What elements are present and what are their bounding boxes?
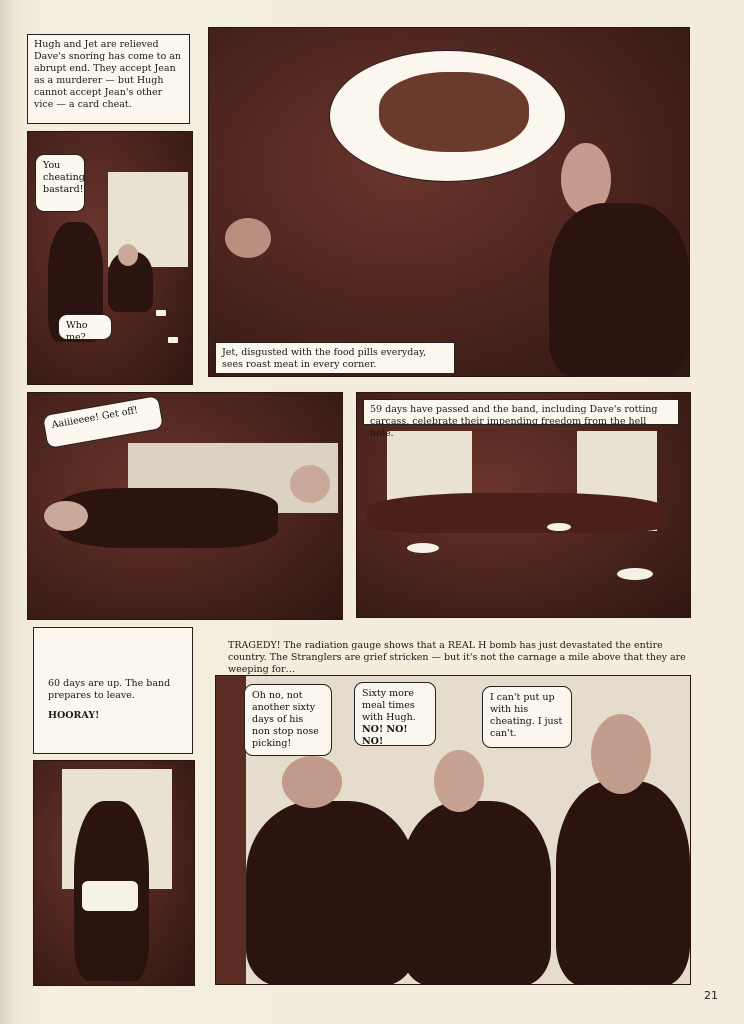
bag [82,881,138,911]
caption-intro [27,34,190,124]
caption-59-days-text: 59 days have passed and the band, including Dave's rotting carcass, celebrate their impending freedom from the hell hole. [370,404,658,439]
card [156,310,166,316]
figure-jet [549,203,689,377]
bubble-cheating [35,154,85,212]
bubble-meal-times-text: Sixty more meal times with Hugh. [362,688,416,723]
bubble-cant-put-up-text: I can't put up with his cheating. I just can't. [490,692,563,739]
panel-roast-meat [208,27,690,377]
panel-get-off [27,392,343,620]
panel-card-cheat [27,131,193,385]
figure-wrestler [58,488,278,548]
figure-left [246,801,416,985]
caption-hooray: HOORAY! [48,710,100,721]
figure-middle [401,801,551,985]
face-top [290,465,330,503]
caption-tragedy-text: TRAGEDY! The radiation gauge shows that a REAL H bomb has just devastated the entire country. The Stranglers are grief stricken — but it's not the carnage a mile above that they are weeping for… [228,640,686,675]
face-jean [118,244,138,266]
bubble-meal-times [354,682,436,746]
caption-jet-food-text: Jet, disgusted with the food pills everyday, sees roast meat in every corner. [222,347,427,370]
panel-59-days [356,392,691,618]
caption-60-days [33,627,193,754]
face-middle [434,750,484,812]
face-right [591,714,651,794]
bubble-nose-picking-text: Oh no, not another sixty days of his non stop nose picking! [252,690,319,749]
caption-60-days-text: 60 days are up. The band prepares to leave. [48,678,171,701]
bubble-cant-put-up [482,686,572,748]
panel-grief [215,675,691,985]
bubble-cheating-text: You cheating bastard! [43,160,85,195]
bubble-who-me [58,314,112,343]
card [168,337,178,343]
plate [407,543,439,553]
caption-intro-text: Hugh and Jet are relieved Dave's snoring has come to an abrupt end. They accept Jean as a murderer — but Hugh cannot accept Jean's other vice — a card cheat. [34,39,181,110]
face-bottom [44,501,88,531]
caption-tragedy [228,640,688,676]
figure-right [556,781,690,985]
bubble-get-off-text: Aaiiieeee! Get off! [50,404,139,431]
caption-59-days [363,399,679,439]
bubble-nose-picking [244,684,332,756]
page-number: 21 [704,989,718,1002]
bubble-meal-times-no: NO! NO! NO! [362,724,408,747]
face-left [282,756,342,808]
panel-doorway [33,760,195,986]
caption-jet-food [215,342,455,374]
roast-turkey [379,72,529,152]
figure-group [367,493,667,533]
bubble-who-me-text: Who me? [66,320,88,343]
grief-wall [216,676,246,984]
plate [617,568,653,580]
face-sleeper [225,218,271,258]
plate [547,523,571,531]
